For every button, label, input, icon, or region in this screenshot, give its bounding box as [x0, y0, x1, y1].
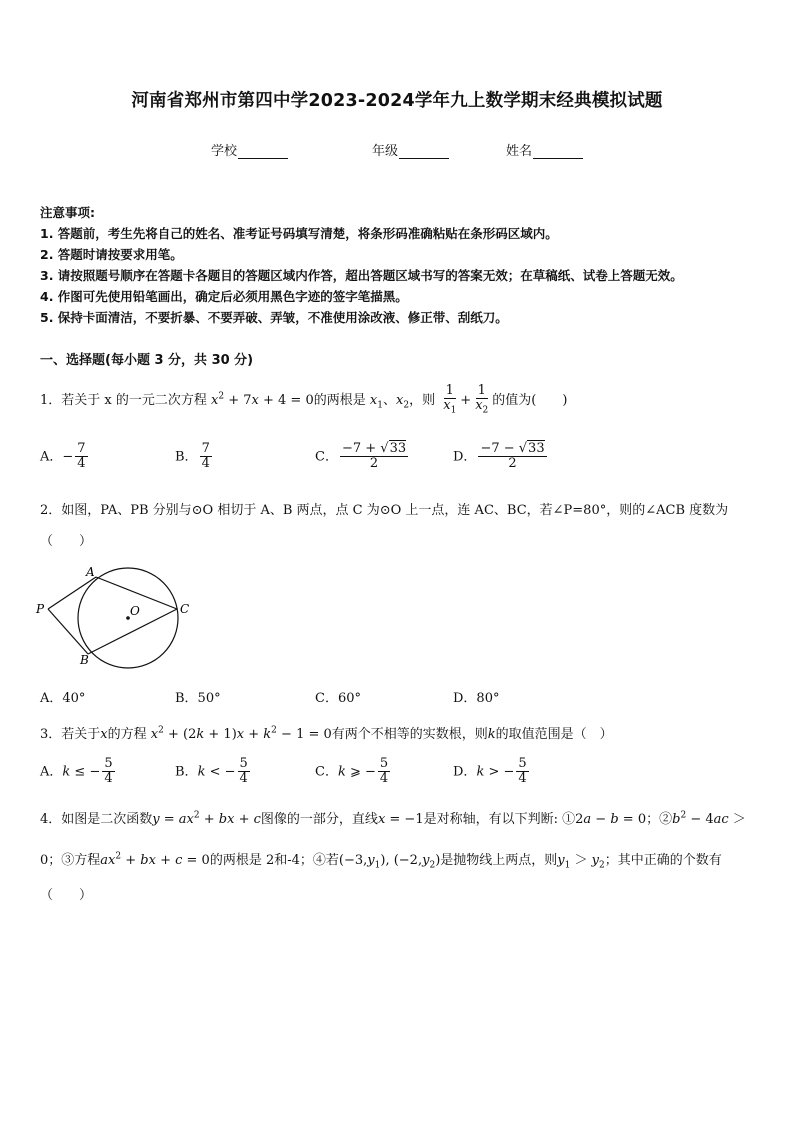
label-o: O [130, 604, 140, 618]
question-1: 1．若关于 x 的一元二次方程 $x^2 + 7x + 4 = 0$的两根是 $x_1$、$x_2$，则 $\frac{1}{x_1}$ + $\frac{1}{x_2}$ 的值为( ) [40, 383, 568, 416]
q1-option-d[interactable]: D． $\frac{-7 - √33}{2}$ [453, 441, 545, 472]
question-4-paren: （ ） [40, 888, 93, 903]
label-b: B [80, 653, 89, 667]
q3-option-c[interactable]: C．k ⩾ − $\frac{5}{4}$ [315, 756, 389, 787]
page-title: 河南省郑州市第四中学2023-2024学年九上数学期末经典模拟试题 [131, 91, 663, 111]
q1-option-c[interactable]: C． $\frac{-7 + √33}{2}$ [315, 441, 407, 472]
notice-block [40, 202, 683, 328]
label-p: P [36, 602, 45, 616]
question-2: 2．如图，PA、PB 分别与⊙O 相切于 A、B 两点，点 C 为⊙O 上一点，连 AC、BC，若∠P=80°，则的∠ACB 度数为 [40, 503, 729, 518]
q3-option-b[interactable]: B．k < − $\frac{5}{4}$ [175, 756, 248, 787]
question-2-paren: （ ） [40, 534, 93, 549]
notice-item: 1. 答题前，考生先将自己的姓名、准考证号码填写清楚，将条形码准确粘贴在条形码区域内。 [40, 226, 558, 241]
notice-item: 3. 请按照题号顺序在答题卡各题目的答题区域内作答，超出答题区域书写的答案无效；在草稿纸、试卷上答题无效。 [40, 268, 683, 283]
q2-option-c[interactable]: C．60° [315, 691, 361, 706]
q2-option-a[interactable]: A．40° [40, 691, 86, 706]
name-field[interactable]: 姓名 [506, 140, 583, 159]
school-field[interactable]: 学校 [211, 140, 288, 159]
label-c: C [180, 602, 190, 616]
q2-option-b[interactable]: B．50° [175, 691, 221, 706]
q3-option-d[interactable]: D．k > − $\frac{5}{4}$ [453, 756, 527, 787]
q2-option-d[interactable]: D．80° [453, 691, 500, 706]
question-4-line-1: 4．如图是二次函数$y = ax^2$ + bx + c图像的一部分，直线x = −1是对称轴，有以下判断: ①2a − b = 0；$②b^2 - 4ac$ ＞ [40, 810, 746, 827]
label-a: A [86, 565, 95, 579]
q1-option-a[interactable]: A．− $\frac{7}{4}$ [40, 441, 86, 472]
q3-option-a[interactable]: A．k ≤ − $\frac{5}{4}$ [40, 756, 113, 787]
grade-field[interactable]: 年级 [372, 140, 449, 159]
notice-item: 5. 保持卡面清洁，不要折暴、不要弄破、弄皱，不准使用涂改液、修正带、刮纸刀。 [40, 310, 508, 325]
notice-item: 2. 答题时请按要求用笔。 [40, 247, 183, 262]
notice-heading: 注意事项: [40, 205, 95, 220]
question-3: 3．若关于x的方程 $x^2 + (2k + 1)x + k^2 - 1 = 0$有两个不相等的实数根，则k的取值范围是（ ） [40, 725, 613, 742]
circle-tangent-diagram [34, 560, 204, 672]
question-4-line-2: 0；③方程$ax^2$ + bx + c = 0的两根是 2和-4；④若$(-3,y_1)$, $(-2,y_2)$是抛物线上两点，则$y_1 > y_2$；其中正确的个数有 [40, 851, 722, 871]
q1-option-b[interactable]: B． $\frac{7}{4}$ [175, 441, 210, 472]
section-heading: 一、选择题(每小题 3 分，共 30 分) [40, 353, 254, 368]
notice-item: 4. 作图可先使用铅笔画出，确定后必须用黑色字迹的签字笔描黑。 [40, 289, 408, 304]
